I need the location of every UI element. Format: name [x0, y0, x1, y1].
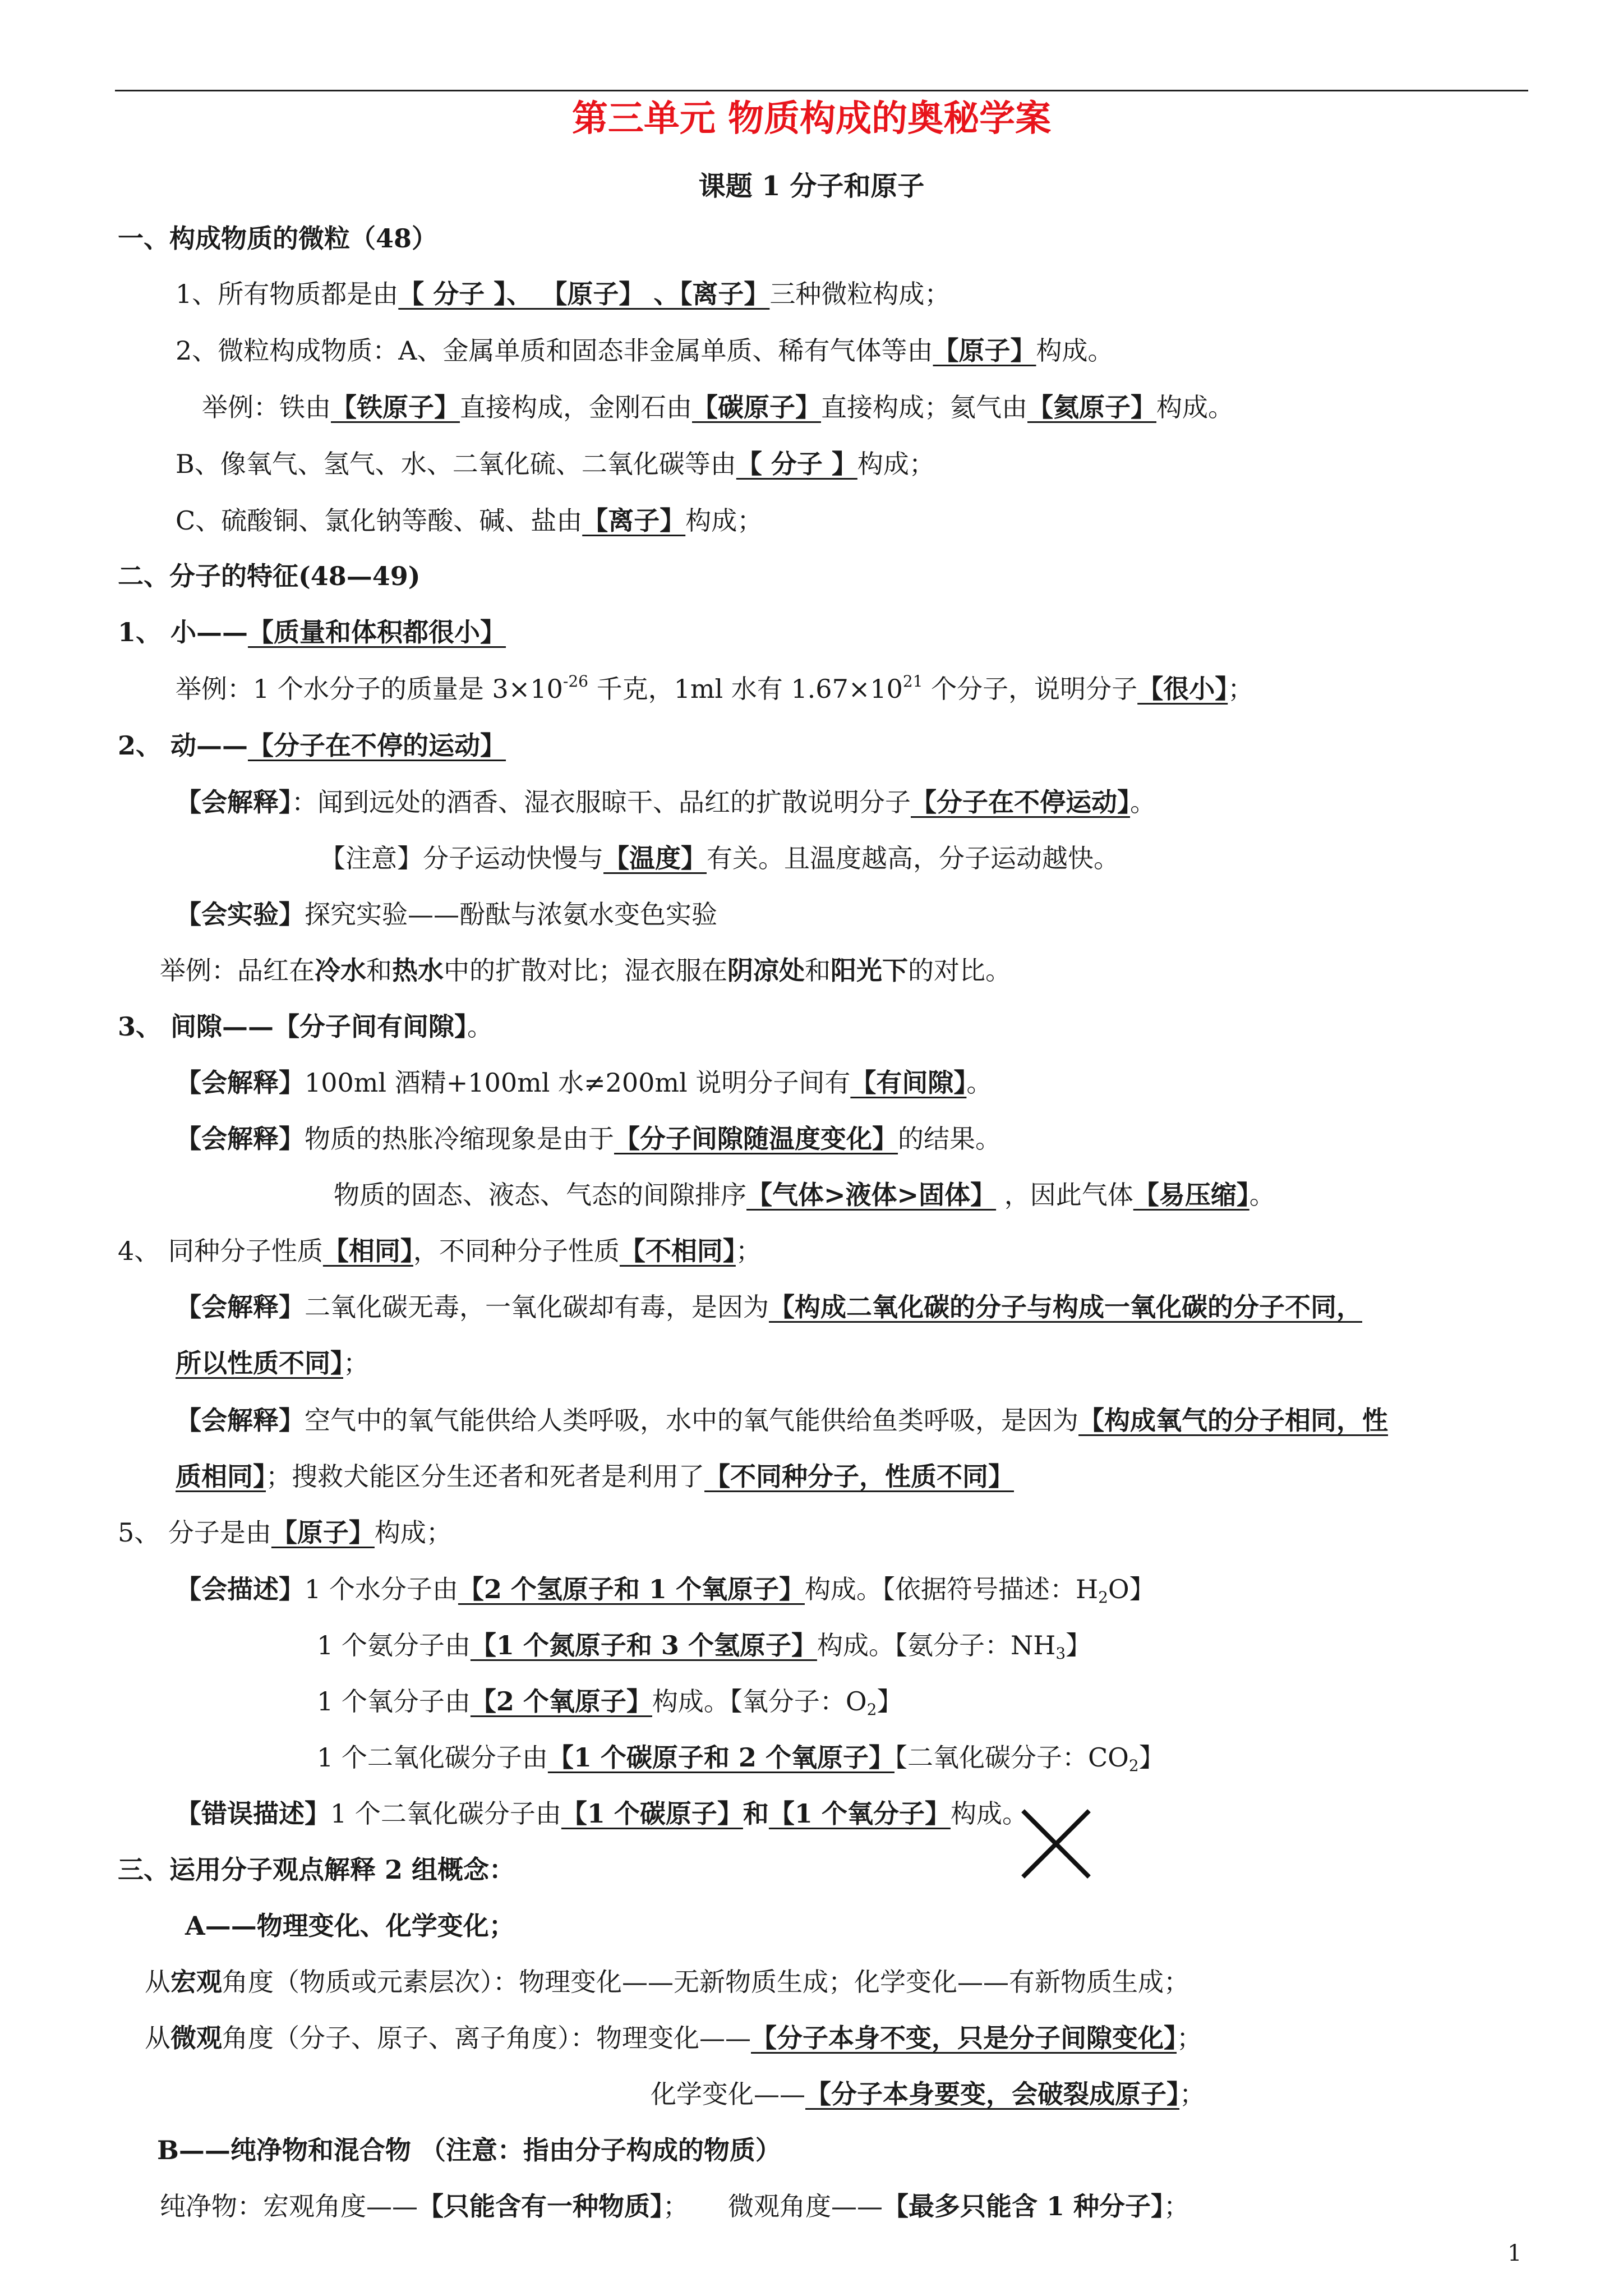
lesson-title: 课题 1 分子和原子: [698, 171, 925, 202]
s2-point-4: 4、 同种分子性质【相同】，不同种分子性质【不相同】；: [118, 1236, 762, 1266]
s2-point-5-describe-oxygen: 1 个氧分子由【2 个氧原子】构成。【氧分子：$O_2$】: [317, 1686, 903, 1719]
s2-point-2-experiment: 【会实验】探究实验——酚酞与浓氨水变色实验: [176, 899, 717, 930]
section-2-heading: 二、分子的特征(48—49): [118, 561, 421, 591]
s2-point-2-example: 举例：品红在冷水和热水中的扩散对比；湿衣服在阴凉处和阳光下的对比。: [160, 955, 1011, 986]
s3-a-heading: A——物理变化、化学变化；: [185, 1911, 515, 1941]
s2-point-5-wrong-description: 【错误描述】1 个二氧化碳分子由【1 个碳原子】和【1 个氧分子】构成。: [176, 1798, 1028, 1829]
s2-point-3-explain-2: 【会解释】物质的热胀冷缩现象是由于【分子间隙随温度变化】的结果。: [176, 1124, 1001, 1154]
s3-a-macro: 从宏观角度（物质或元素层次）：物理变化——无新物质生成；化学变化——有新物质生成；: [145, 1967, 1189, 1997]
s2-point-2-note: 【注意】分子运动快慢与【温度】有关。且温度越高，分子运动越快。: [320, 843, 1119, 873]
page-number: 1: [1507, 2240, 1522, 2266]
s2-point-4-explain-1: 【会解释】二氧化碳无毒，一氧化碳却有毒，是因为【构成二氧化碳的分子与构成一氧化碳的分子不同，: [176, 1292, 1362, 1322]
s2-point-5-describe-water: 【会描述】1 个水分子由【2 个氢原子和 1 个氧原子】构成。【依据符号描述：$H_2O$】: [176, 1574, 1155, 1607]
s2-point-2: 2、 动——【分子在不停的运动】: [118, 730, 506, 761]
s1-line-2: 2、微粒构成物质：A、金属单质和固态非金属单质、稀有气体等由【原子】构成。: [176, 335, 1114, 366]
s1-line-5: C、硫酸铜、氯化钠等酸、碱、盐由【离子】构成；: [176, 505, 763, 536]
s2-point-5-describe-co2: 1 个二氧化碳分子由【1 个碳原子和 2 个氧原子】【二氧化碳分子：$CO_2$】: [317, 1742, 1165, 1775]
s2-point-5-describe-ammonia: 1 个氨分子由【1 个氮原子和 3 个氢原子】构成。【氨分子：$NH_3$】: [317, 1630, 1092, 1663]
s2-point-2-explain: 【会解释】：闻到远处的酒香、湿衣服晾干、品红的扩散说明分子【分子在不停运动】。: [176, 787, 1156, 817]
s2-point-4-explain-2-cont: 质相同】；搜救犬能区分生还者和死者是利用了【不同种分子，性质不同】: [176, 1461, 1014, 1492]
s2-point-3: 3、 间隙——【分子间有间隙】。: [118, 1011, 494, 1042]
page-title: 第三单元 物质构成的奥秘学案: [571, 98, 1052, 140]
s1-line-4: B、像氧气、氢气、水、二氧化硫、二氧化碳等由【 分子 】构成；: [176, 449, 935, 479]
s2-point-4-explain-1-cont: 所以性质不同】；: [176, 1348, 369, 1378]
section-3-heading: 三、运用分子观点解释 2 组概念：: [118, 1855, 515, 1885]
s3-b-heading: B——纯净物和混合物 （注意：指由分子构成的物质）: [157, 2135, 781, 2165]
section-1-heading: 一、构成物质的微粒（48）: [118, 223, 438, 254]
s3-a-micro-physical: 从微观角度（分子、原子、离子角度）：物理变化——【分子本身不变，只是分子间隙变化】；: [145, 2023, 1202, 2053]
s2-point-3-explain-1: 【会解释】100ml 酒精+100ml 水≠200ml 说明分子间有【有间隙】。: [176, 1068, 993, 1098]
s1-line-3: 举例：铁由【铁原子】直接构成，金刚石由【碳原子】直接构成；氦气由【氦原子】构成。: [202, 392, 1234, 422]
header-rule: [115, 90, 1528, 91]
s2-point-4-explain-2: 【会解释】空气中的氧气能供给人类呼吸，水中的氧气能供给鱼类呼吸，是因为【构成氧气的分子相同，性: [176, 1405, 1388, 1435]
s2-point-3-order: 物质的固态、液态、气态的间隙排序【气体>液体>固体】 ，因此气体【易压缩】。: [334, 1180, 1275, 1210]
s3-b-pure-substance: 纯净物：宏观角度——【只能含有一种物质】； 微观角度——【最多只能含 1 种分子】；: [160, 2191, 1190, 2221]
s3-a-micro-chemical: 化学变化——【分子本身要变，会破裂成原子】；: [651, 2079, 1205, 2109]
cross-mark-icon: [1020, 1807, 1092, 1880]
s1-line-1: 1、所有物质都是由【 分子 】、 【原子】 、【离子】三种微粒构成；: [176, 279, 951, 309]
s2-point-1: 1、 小——【质量和体积都很小】: [118, 617, 506, 647]
s2-point-1-example: 举例：1 个水分子的质量是 $3\times 10^{-26}$ 千克，1ml 水有 $1.67\times 10^{21}$ 个分子，说明分子【很小】；: [176, 672, 1254, 704]
s2-point-5: 5、 分子是由【原子】构成；: [118, 1517, 452, 1548]
